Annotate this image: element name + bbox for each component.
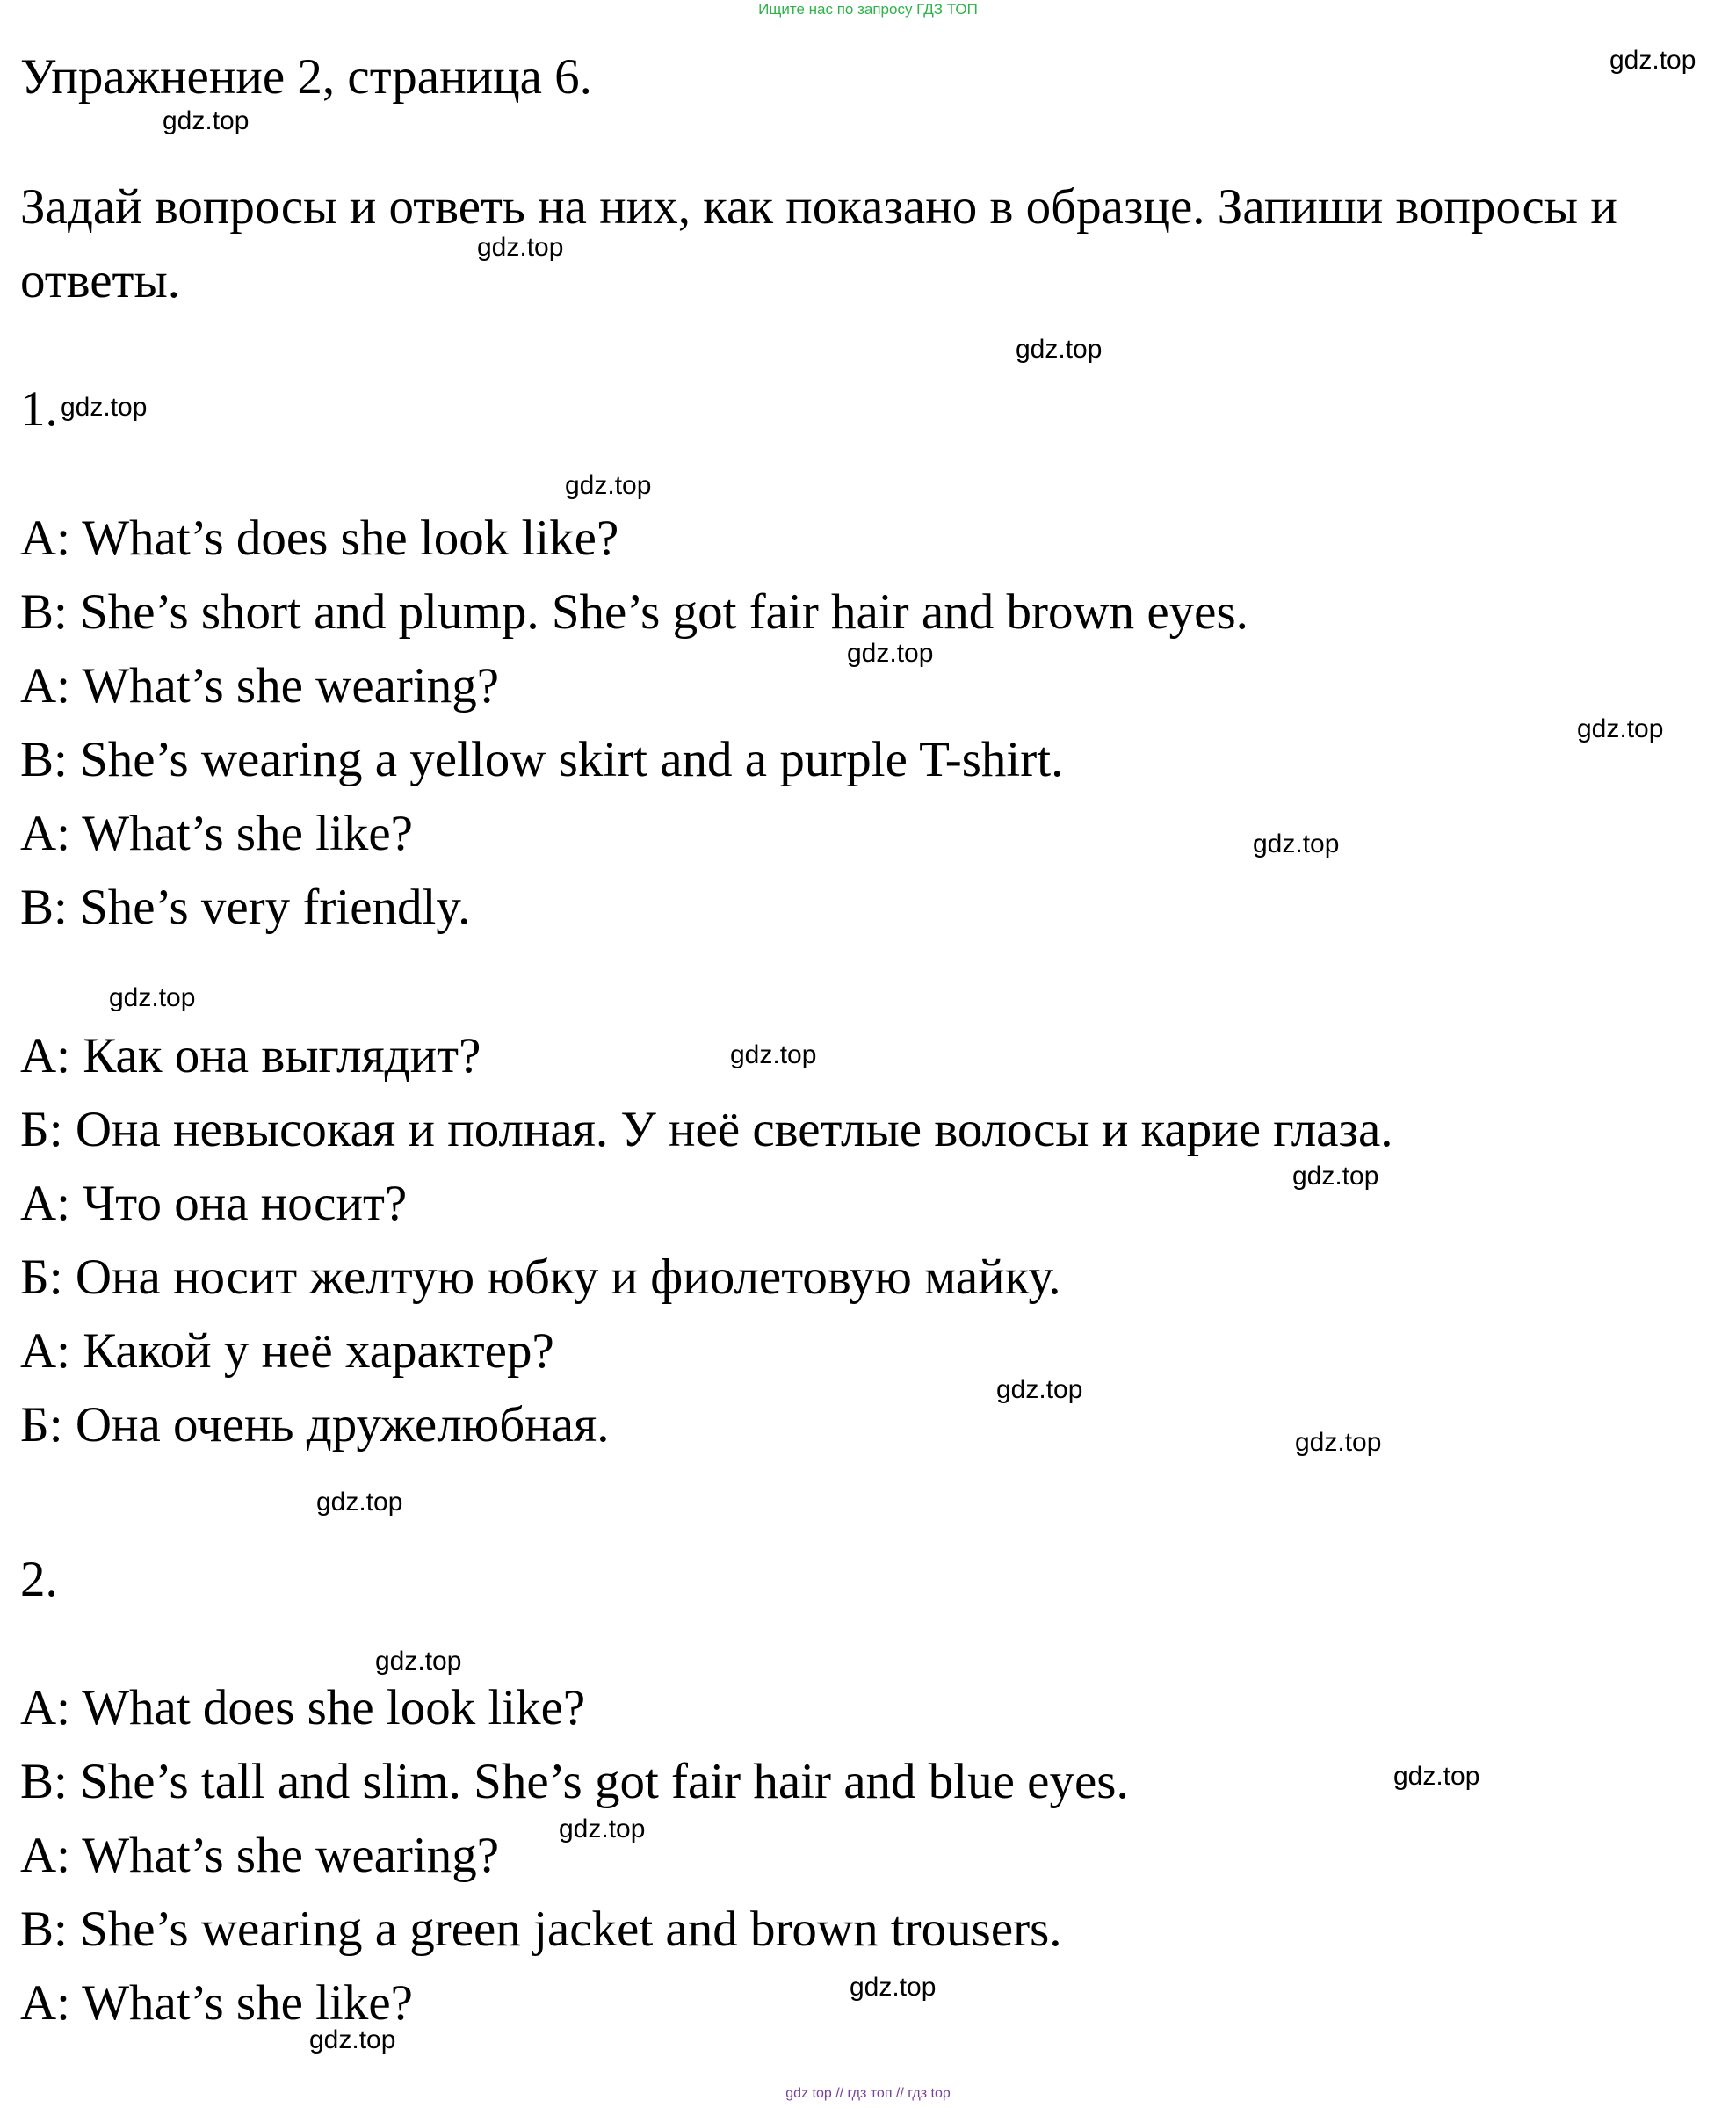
- dialogue-line: A: What’s does she look like?: [20, 511, 619, 566]
- watermark: gdz.top: [850, 1973, 937, 2002]
- dialogue-line: B: She’s tall and slim. She’s got fair hair and blue eyes.: [20, 1754, 1129, 1809]
- dialogue-line: A: What’s she like?: [20, 1975, 413, 2031]
- dialogue-line: A: What’s she like?: [20, 806, 413, 861]
- watermark: gdz.top: [730, 1040, 817, 1069]
- watermark: gdz.top: [996, 1375, 1083, 1404]
- watermark: gdz.top: [316, 1488, 403, 1517]
- dialogue-line: B: She’s very friendly.: [20, 880, 471, 935]
- footer: gdz top // гдз топ // гдз top: [785, 2086, 951, 2101]
- watermark: gdz.top: [565, 471, 652, 500]
- watermark: gdz.top: [1577, 714, 1664, 743]
- watermark: gdz.top: [1016, 335, 1103, 364]
- translation-line: А: Какой у неё характер?: [20, 1323, 554, 1379]
- top-banner: Ищите нас по запросу ГДЗ ТОП: [758, 1, 978, 18]
- section-2-number: 2.: [20, 1552, 58, 1607]
- dialogue-line: B: She’s short and plump. She’s got fair hair and brown eyes.: [20, 584, 1248, 640]
- watermark: gdz.top: [309, 2025, 396, 2054]
- watermark: gdz.top: [1292, 1162, 1379, 1191]
- watermark: gdz.top: [109, 983, 196, 1012]
- watermark: gdz.top: [1295, 1428, 1382, 1457]
- translation-line: А: Что она носит?: [20, 1176, 408, 1231]
- watermark: gdz.top: [163, 106, 250, 135]
- watermark: gdz.top: [559, 1815, 646, 1844]
- translation-line: А: Как она выглядит?: [20, 1028, 481, 1083]
- translation-line: Б: Она носит желтую юбку и фиолетовую майку.: [20, 1250, 1061, 1305]
- task-text-line-2: ответы.: [20, 253, 180, 308]
- translation-line: Б: Она очень дружелюбная.: [20, 1397, 610, 1452]
- watermark: gdz.top: [847, 639, 934, 668]
- dialogue-line: A: What’s she wearing?: [20, 1828, 500, 1883]
- watermark: gdz.top: [1393, 1762, 1480, 1791]
- dialogue-line: A: What does she look like?: [20, 1680, 586, 1735]
- watermark: gdz.top: [477, 233, 564, 262]
- dialogue-line: A: What’s she wearing?: [20, 658, 500, 714]
- task-text-line-1: Задай вопросы и ответь на них, как показано в образце. Запиши вопросы и: [20, 179, 1617, 235]
- section-1-number: 1.: [20, 381, 58, 437]
- watermark: gdz.top: [375, 1647, 462, 1676]
- page-title: Упражнение 2, страница 6.: [20, 49, 592, 105]
- dialogue-line: B: She’s wearing a yellow skirt and a purple T-shirt.: [20, 732, 1064, 787]
- watermark: gdz.top: [1609, 46, 1696, 75]
- dialogue-line: B: She’s wearing a green jacket and brown trousers.: [20, 1902, 1062, 1957]
- translation-line: Б: Она невысокая и полная. У неё светлые волосы и карие глаза.: [20, 1102, 1393, 1157]
- watermark: gdz.top: [61, 393, 148, 422]
- watermark: gdz.top: [1253, 829, 1340, 858]
